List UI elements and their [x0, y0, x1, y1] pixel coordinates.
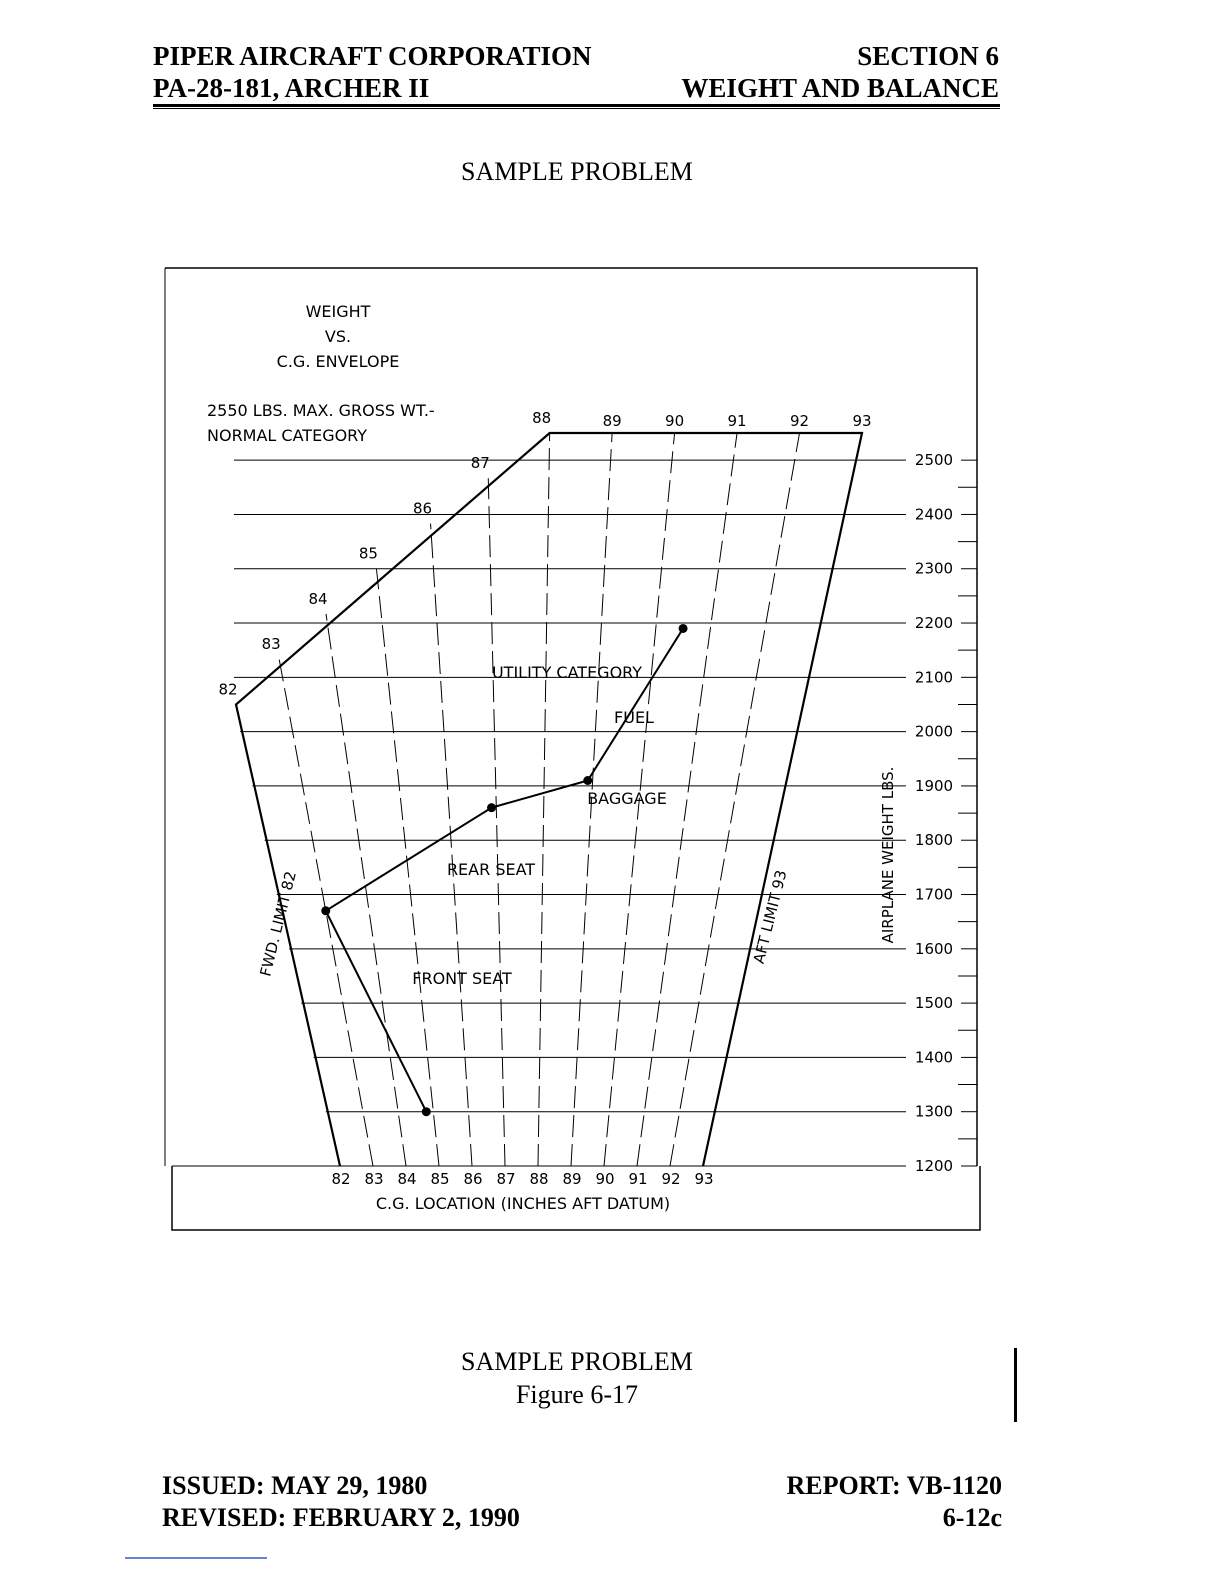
aft-limit-label: AFT LIMIT 93 [749, 868, 791, 966]
x-tick-label: 92 [661, 1170, 681, 1188]
chart-subtitle-line-2: NORMAL CATEGORY [207, 426, 368, 445]
top-tick-label: 93 [852, 412, 872, 430]
top-tick-label: 91 [727, 412, 747, 430]
figure-caption-title: SAMPLE PROBLEM [461, 1347, 693, 1376]
loading-path-point [321, 906, 330, 915]
diag-tick-label: 87 [470, 454, 490, 473]
y-tick-label: 2000 [914, 722, 954, 741]
y-tick-label: 1200 [914, 1157, 954, 1175]
footer-report: REPORT: VB-1120 [786, 1471, 1002, 1500]
cg-envelope-outline [236, 433, 862, 1166]
y-tick-label: 1500 [914, 994, 954, 1013]
footer-revised: REVISED: FEBRUARY 2, 1990 [162, 1503, 520, 1532]
loading-path-point [422, 1107, 431, 1116]
page-title: SAMPLE PROBLEM [461, 157, 693, 186]
top-tick-label: 90 [665, 412, 685, 430]
diag-tick-label: 88 [532, 409, 552, 427]
top-tick-label: 89 [602, 412, 622, 430]
footer-page-number: 6-12c [942, 1503, 1002, 1532]
y-tick-label: 2100 [914, 668, 954, 687]
baggage-label: BAGGAGE [587, 789, 667, 808]
header-section-title: WEIGHT AND BALANCE [681, 73, 999, 103]
header-model: PA-28-181, ARCHER II [153, 73, 430, 103]
y-tick-label: 2200 [914, 614, 954, 633]
diag-tick-label: 83 [261, 635, 281, 654]
diag-tick-label: 86 [412, 499, 433, 518]
chart-subtitle-line-1: 2550 LBS. MAX. GROSS WT.- [207, 401, 435, 420]
change-bar [1014, 1348, 1017, 1422]
diag-tick-label: 82 [218, 680, 238, 699]
x-tick-label: 87 [496, 1170, 516, 1188]
x-tick-label: 82 [331, 1170, 351, 1188]
cg-gridline-84 [326, 614, 406, 1166]
footer-issued: ISSUED: MAY 29, 1980 [162, 1471, 428, 1500]
diag-tick-label: 85 [358, 544, 378, 563]
x-tick-label: 93 [694, 1170, 714, 1188]
figure-caption-number: Figure 6-17 [515, 1380, 639, 1409]
cg-gridline-87 [488, 478, 505, 1166]
header-company: PIPER AIRCRAFT CORPORATION [153, 41, 592, 71]
cg-gridline-88 [538, 433, 550, 1166]
y-tick-label: 2400 [914, 505, 954, 524]
fuel-label: FUEL [614, 708, 654, 727]
chart-title-line-2: VS. [324, 327, 352, 346]
cg-gridline-92 [670, 433, 800, 1166]
x-tick-label: 84 [397, 1170, 417, 1188]
y-tick-label: 1300 [914, 1102, 954, 1121]
loading-path-point [487, 803, 496, 812]
diag-tick-label: 84 [308, 589, 328, 608]
y-tick-label: 1800 [914, 831, 954, 850]
x-tick-label: 91 [628, 1170, 648, 1188]
x-tick-label: 83 [364, 1170, 384, 1188]
fwd-limit-label: FWD. LIMIT 82 [256, 869, 300, 979]
y-tick-label: 1600 [914, 939, 954, 958]
utility-category-label: UTILITY CATEGORY [491, 663, 643, 682]
y-axis-label: AIRPLANE WEIGHT LBS. [879, 766, 897, 944]
loading-path-point [583, 776, 592, 785]
header-section: SECTION 6 [857, 41, 999, 71]
y-tick-label: 1900 [914, 776, 954, 795]
front-seat-label: FRONT SEAT [412, 969, 512, 988]
chart-title-line-3: C.G. ENVELOPE [276, 352, 400, 371]
x-tick-label: 88 [529, 1170, 549, 1188]
rear-seat-label: REAR SEAT [446, 860, 536, 879]
cg-gridline-86 [431, 523, 472, 1166]
x-tick-label: 85 [430, 1170, 450, 1188]
chart-title-line-1: WEIGHT [305, 302, 371, 321]
x-tick-label: 90 [595, 1170, 615, 1188]
top-tick-label: 92 [789, 412, 810, 430]
y-tick-label: 1400 [914, 1048, 954, 1067]
x-tick-label: 86 [463, 1170, 483, 1188]
y-tick-label: 2500 [914, 451, 954, 470]
x-tick-label: 89 [562, 1170, 582, 1188]
y-tick-label: 1700 [914, 885, 954, 904]
footer-link-underline [125, 1557, 267, 1559]
y-tick-label: 2300 [914, 559, 954, 578]
loading-path-point [679, 624, 688, 633]
x-axis-label: C.G. LOCATION (INCHES AFT DATUM) [375, 1194, 671, 1213]
